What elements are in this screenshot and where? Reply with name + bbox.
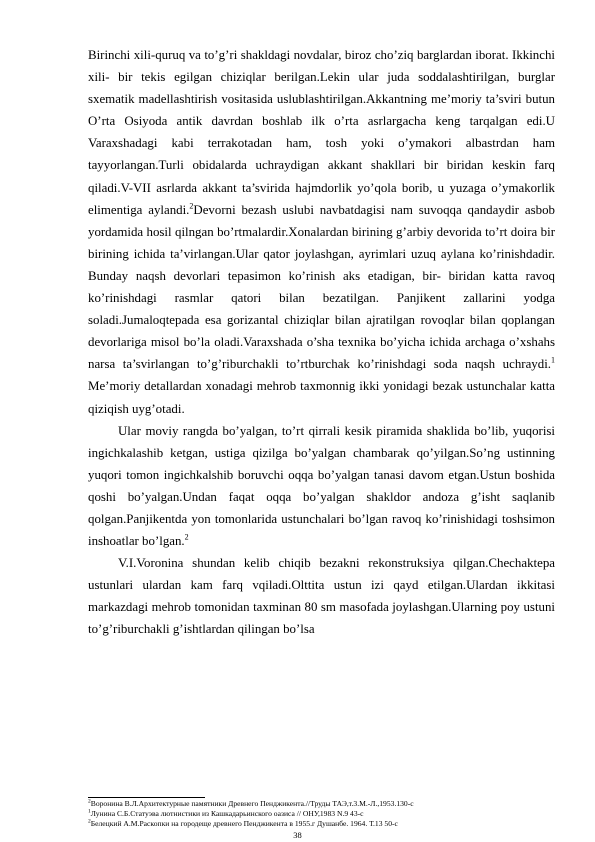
text-run: Devorni bezash uslubi navbatdagisi nam suvoqqa qandaydir asbob yordamida hosil qilngan bo’rtmalardir.Xonalardan birining g’arbiy devorida to’rt doira bir birining ichida ta’virlangan.Ular qator joylashgan, ayrimlari uzuq aylana ko’rinishdadir. Bunday naqsh devorlari tepasimon ko’rinish aks etadigan, bir- biridan katta ravoq ko’rinishdagi rasmlar qatori bilan bezatilgan. Panjikent zallarini yodga soladi.Jumaloqtepada esa gorizantal chiziqlar bilan ajratilgan rovoqlar bilan qoplangan devorlariga misol bo’la oladi.Varaxshada o’sha texnika bo’yicha ichida archaga o’xshahs narsa ta’svirlangan to’g’riburchakli to’rtburchak ko’rinishdagi soda naqsh uchraydi. — [88, 202, 555, 372]
footnote-text: Белецкий А.М.Раскопки на городеще древнего Пенджикента в 1955.г Душанбе. 1964. Т.13 50-с — [90, 819, 398, 829]
paragraph-2 — [88, 420, 555, 553]
footnote-mark: 1 — [88, 808, 91, 815]
main-text — [88, 44, 555, 641]
footnote-ref: 2 — [184, 532, 189, 542]
footnote-item — [88, 799, 555, 809]
paragraph-3 — [88, 552, 555, 640]
text-run: V.I.Voronina shundan kelib chiqib bezakni rekonstruksiya qilgan.Chechaktepa ustunlari ulardan kam farq vqiladi.Olttita ustun izi qayd etilgan.Ulardan ikkitasi markazdagi mehrob tomonidan taxminan 80 sm masofada joylashgan.Ularning poy ustuni to’g’riburchakli g’ishtlardan qilingan bo’lsa — [88, 556, 555, 637]
page-number: 38 — [293, 830, 302, 840]
paragraph-1 — [88, 44, 555, 420]
footnote-mark: 2 — [88, 798, 91, 805]
footnote-item — [88, 819, 555, 829]
footnote-text: Лунина С.Б.Статуэва лютнистики из Кашкадарьинского оазиса // ОНУ,1983 N.9 43-с — [90, 809, 364, 819]
text-run: Birinchi xili-quruq va to’g’ri shakldagi novdalar, biroz cho’ziq barglardan iborat. Ikkinchi xili- bir tekis egilgan chiziqlar berilgan.Lekin ular juda soddalashtirilgan, burglar sxematik madellashtirish vositasida uslublashtirilgan.Akkantning me’moriy ta’sviri butun O’rta Osiyoda antik davrdan boshlab ilk o’rta asrlargacha keng tarqalgan edi.U Varaxshadagi kabi terrakotadan ham, tosh yoki o’ymakori albastrdan ham tayyorlangan.Turli obidalarda uchraydigan akkant shakllari bir biridan keskin farq qiladi.V-VII asrlarda akkant ta’svirida hajmdorlik yo’qola borib, u yuzaga o’ymakorlik elimentiga aylandi. — [88, 48, 555, 217]
footnote-mark: 2 — [88, 818, 91, 825]
page-body — [88, 44, 555, 641]
footnote-text: Воронина В.Л.Архитектурные памятники Древнего Пенджикента.//Труды ТАЭ,т.3.М.-Л.,1953.130-с — [90, 799, 414, 808]
footnote-item — [88, 809, 555, 819]
footnote-separator — [88, 797, 205, 798]
footnote-ref: 1 — [551, 356, 555, 366]
text-run: Ular moviy rangda bo’yalgan, to’rt qirrali kesik piramida shaklida bo’lib, yuqorisi ingichkalashib ketgan, ustiga qizilga bo’yalgan chambarak qo’yilgan.So’ng ustinning yuqori tomon ingichkalshib boruvchi oqqa bo’yalgan tanasi davom etgan.Ustun boshida qoshi bo’yalgan.Undan faqat oqqa bo’yalgan shakldor andoza g’isht saqlanib qolgan.Panjikentda yon tomonlarida ustunchalari bo’lgan ravoq ko’rinishidagi toshsimon inshoatlar bo’lgan. — [88, 423, 555, 549]
footnotes — [88, 799, 555, 830]
text-run: Me’moriy detallardan xonadagi mehrob taxmonnig ikki yonidagi bezak ustunchalar katta qiziqish uyg’otadi. — [88, 379, 555, 416]
footnote-ref: 2 — [189, 201, 194, 211]
